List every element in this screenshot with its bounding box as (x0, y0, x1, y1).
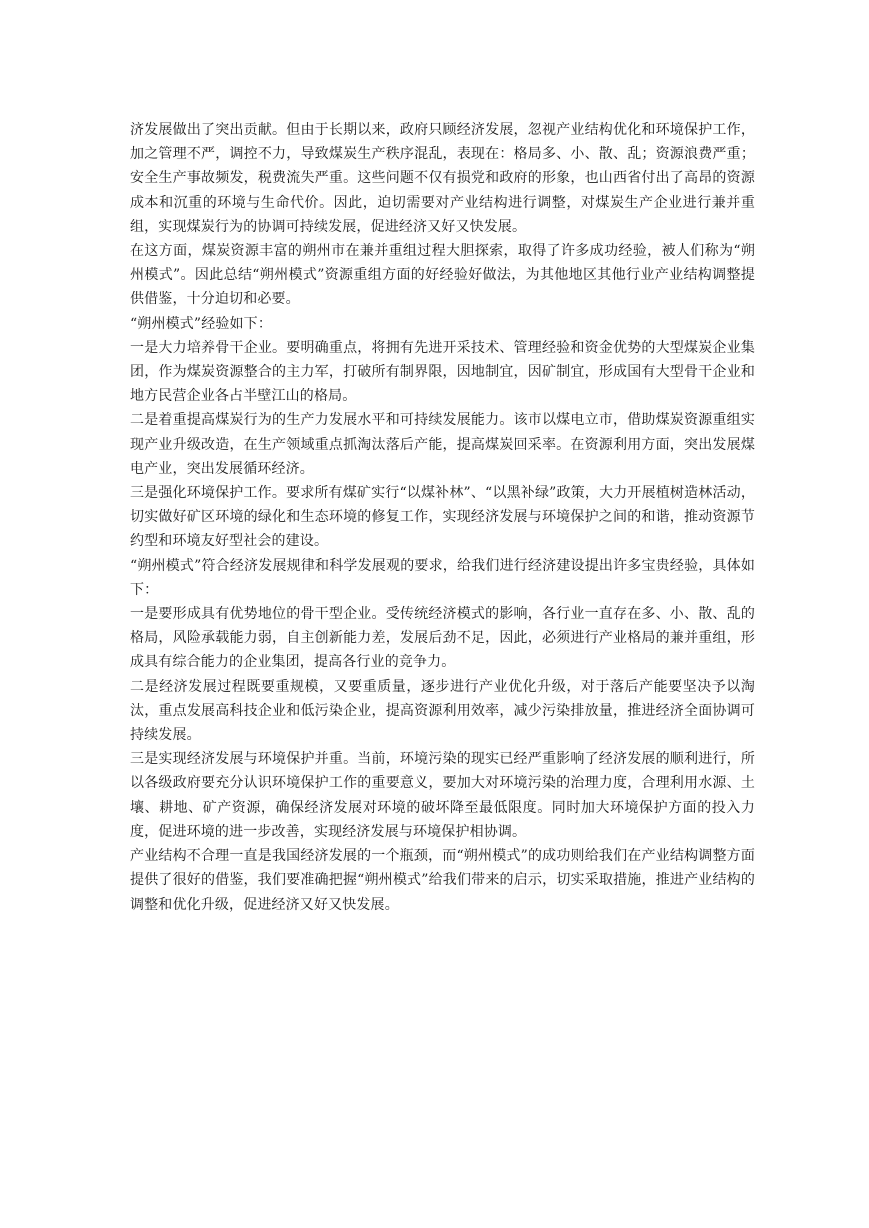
paragraph-experience-3: 三是强化环境保护工作。要求所有煤矿实行“以煤补林”、“以黑补绿”政策，大力开展植树造林活动，切实做好矿区环境的绿化和生态环境的修复工作，实现经济发展与环境保护之间的和谐，推动资源节约型和环境友好型社会的建设。 (130, 485, 755, 550)
paragraph-experience-2: 二是着重提高煤炭行为的生产力发展水平和可持续发展能力。该市以煤电立市，借助煤炭资源重组实现产业升级改造，在生产领域重点抓淘汰落后产能，提高煤炭回采率。在资源利用方面，突出发展煤电产业，突出发展循环经济。 (130, 412, 755, 477)
paragraph-lesson-3: 三是实现经济发展与环境保护并重。当前，环境污染的现实已经严重影响了经济发展的顺利进行，所以各级政府要充分认识环境保护工作的重要意义，要加大对环境污染的治理力度，合理利用水源、土壤、耕地、矿产资源，确保经济发展对环境的破坏降至最低限度。同时加大环境保护方面的投入力度，促进环境的进一步改善，实现经济发展与环境保护相协调。 (130, 751, 755, 840)
paragraph-shuozhou-exploration: 在这方面，煤炭资源丰富的朔州市在兼并重组过程大胆探索，取得了许多成功经验，被人们称为“朔州模式”。因此总结“朔州模式”资源重组方面的好经验好做法，为其他地区其他行业产业结构调整提供借鉴，十分迫切和必要。 (130, 243, 755, 308)
paragraph-conclusion: 产业结构不合理一直是我国经济发展的一个瓶颈，而“朔州模式”的成功则给我们在产业结构调整方面提供了很好的借鉴，我们要准确把握“朔州模式”给我们带来的启示，切实采取措施，推进产业结构的调整和优化升级，促进经济又好又快发展。 (130, 848, 755, 913)
paragraph-intro-continued: 济发展做出了突出贡献。但由于长期以来，政府只顾经济发展，忽视产业结构优化和环境保护工作，加之管理不严，调控不力，导致煤炭生产秩序混乱，表现在：格局多、小、散、乱；资源浪费严重；安全生产事故频发，税费流失严重。这些问题不仅有损党和政府的形象，也山西省付出了高昂的资源成本和沉重的环境与生命代价。因此，迫切需要对产业结构进行调整，对煤炭生产企业进行兼并重组，实现煤炭行为的协调可持续发展，促进经济又好又快发展。 (130, 122, 755, 235)
paragraph-lesson-1: 一是要形成具有优势地位的骨干型企业。受传统经济模式的影响，各行业一直存在多、小、散、乱的格局，风险承载能力弱，自主创新能力差，发展后劲不足，因此，必须进行产业格局的兼并重组，形成具有综合能力的企业集团，提高各行业的竞争力。 (130, 606, 755, 671)
paragraph-lesson-2: 二是经济发展过程既要重规模，又要重质量，逐步进行产业优化升级，对于落后产能要坚决予以淘汰，重点发展高科技企业和低污染企业，提高资源利用效率，减少污染排放量，推进经济全面协调可持续发展。 (130, 678, 755, 744)
paragraph-lessons-heading: “朔州模式”符合经济发展规律和科学发展观的要求，给我们进行经济建设提出许多宝贵经验，具体如下： (130, 557, 755, 598)
paragraph-experience-1: 一是大力培养骨干企业。要明确重点，将拥有先进开采技术、管理经验和资金优势的大型煤炭企业集团，作为煤炭资源整合的主力军，打破所有制界限，因地制宜，因矿制宜，形成国有大型骨干企业和地方民营企业各占半壁江山的格局。 (130, 339, 755, 405)
document-body (130, 118, 755, 917)
paragraph-experience-heading: “朔州模式”经验如下： (130, 315, 272, 332)
